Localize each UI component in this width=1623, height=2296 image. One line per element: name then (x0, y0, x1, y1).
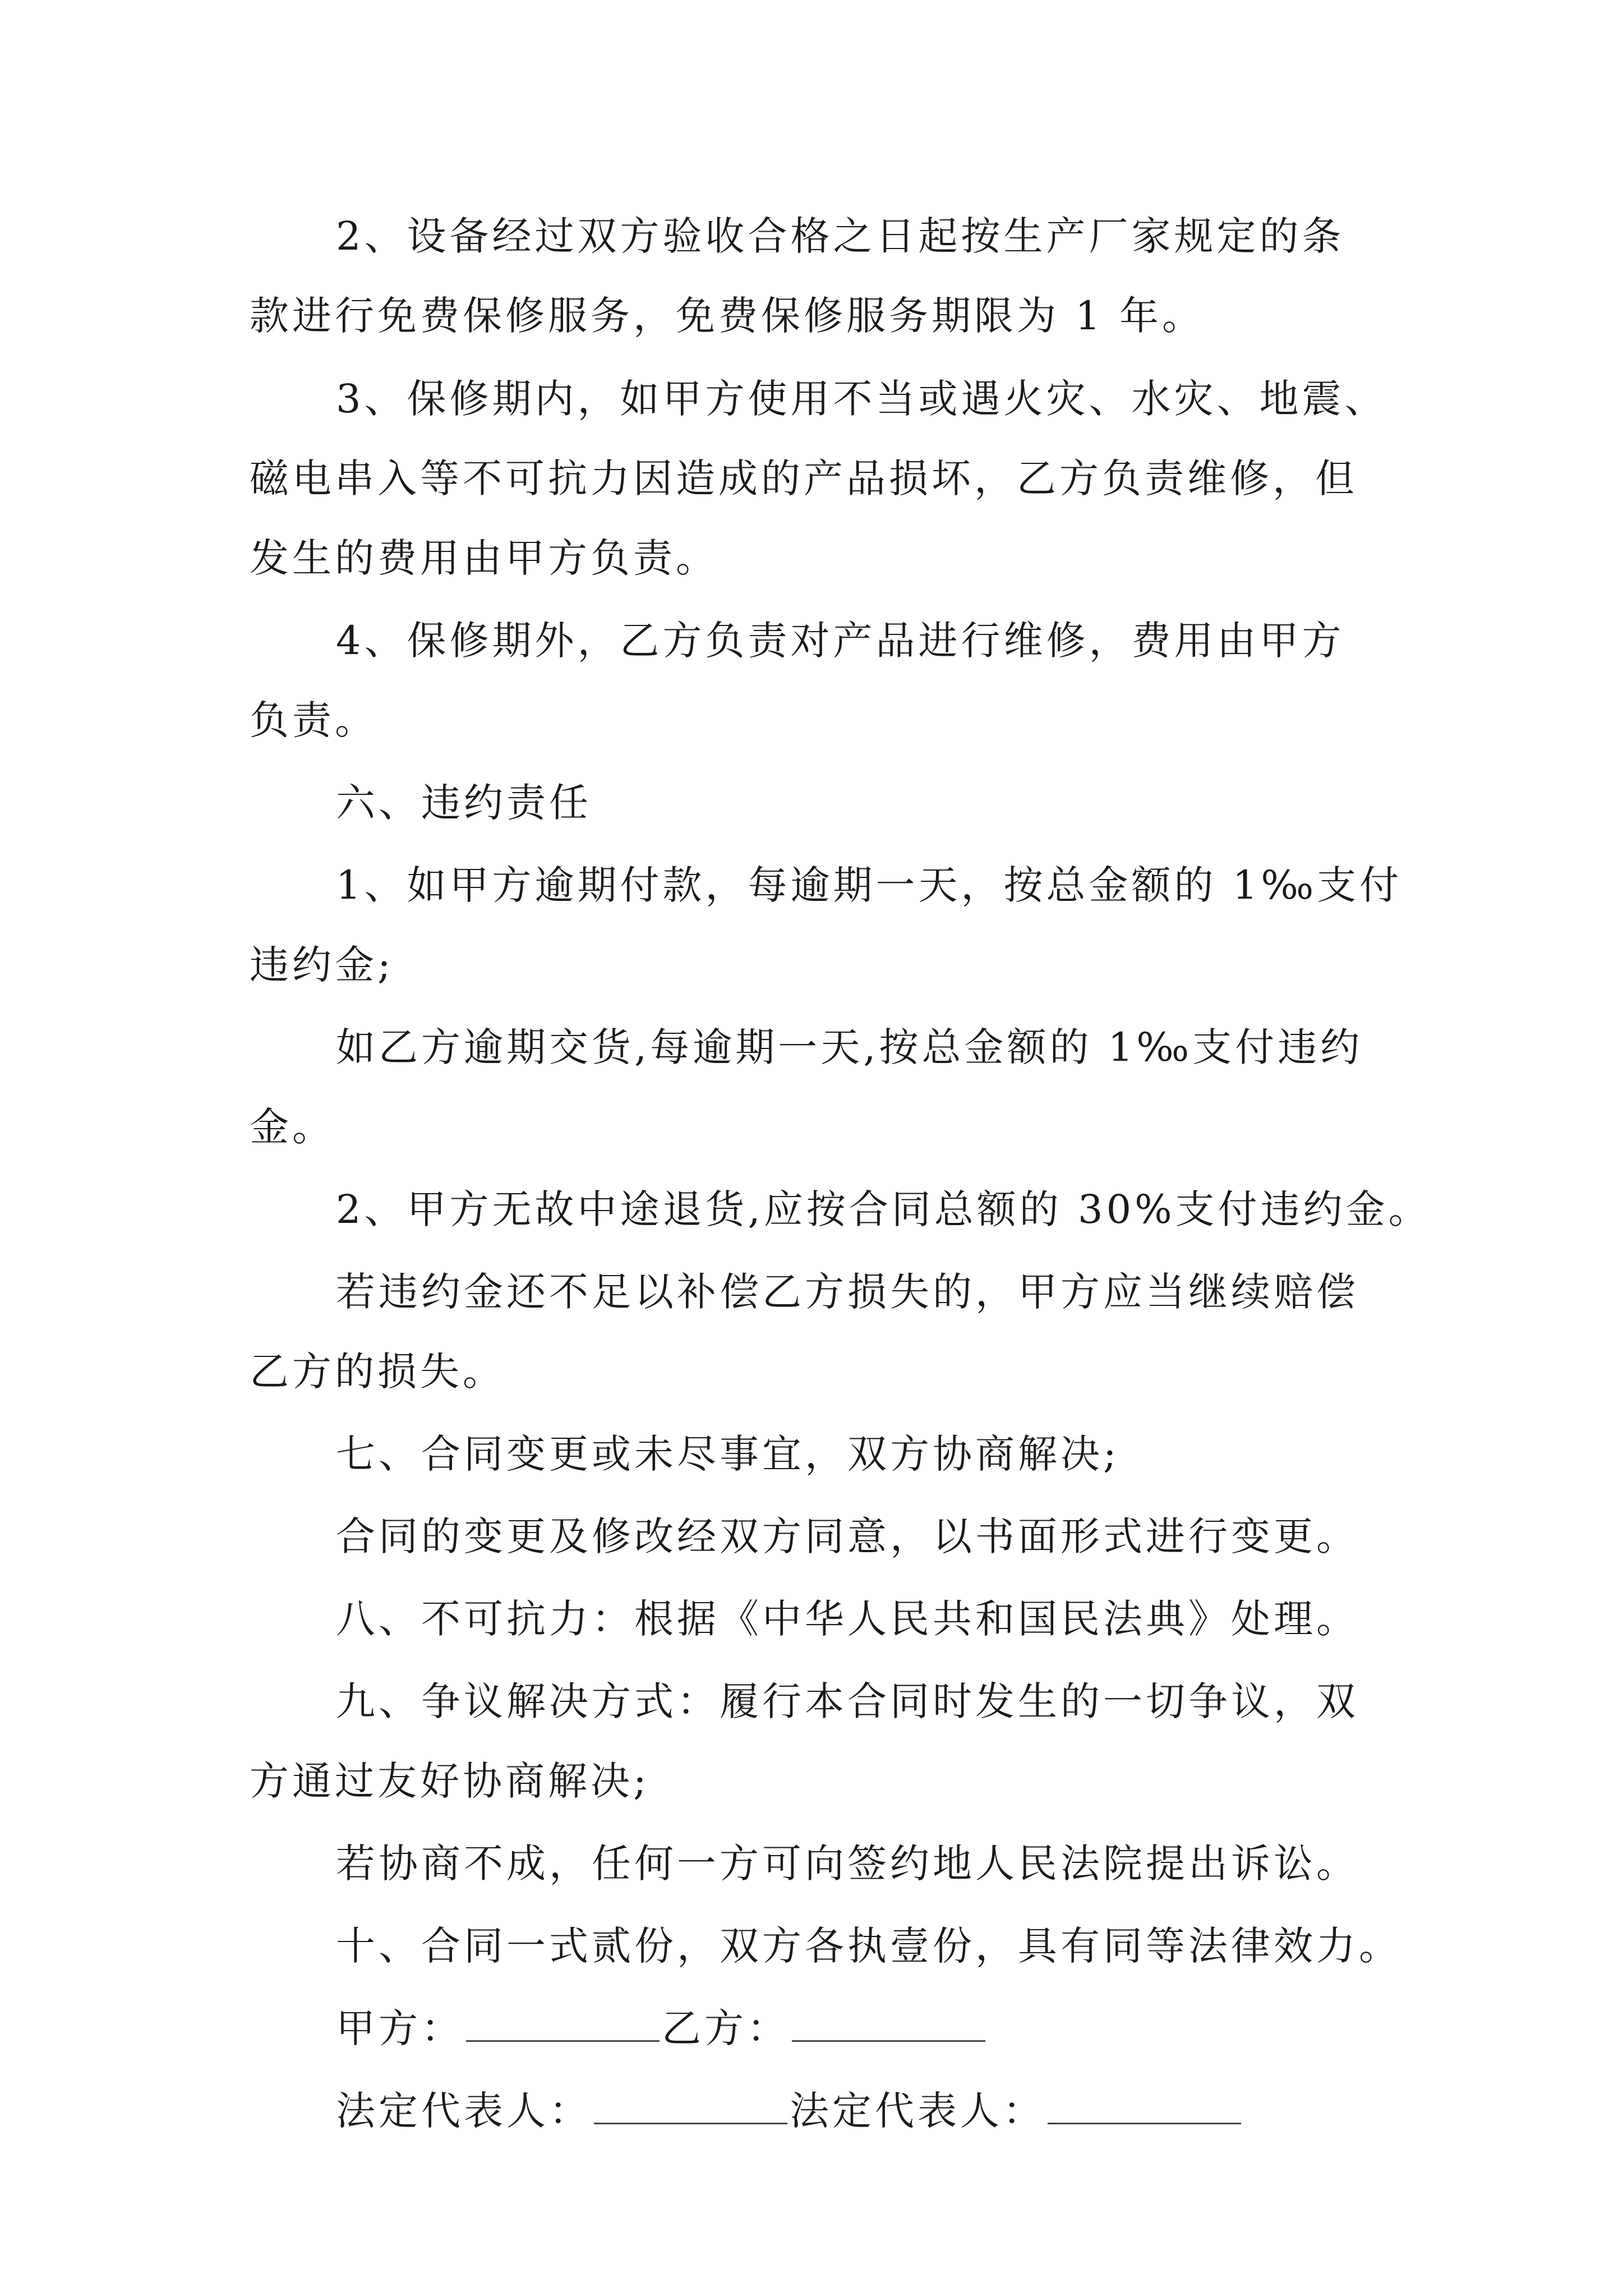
section-heading: 八、不可抗力：根据《中华人民共和国民法典》处理。 (336, 1596, 1359, 1642)
paragraph-line: 款进行免费保修服务，免费保修服务期限为 1 年。 (250, 293, 1205, 339)
paragraph-line: 乙方的损失。 (250, 1349, 505, 1395)
paragraph-line: 负责。 (250, 697, 377, 743)
paragraph-line: 2、甲方无故中途退货,应按合同总额的 30%支付违约金。 (336, 1186, 1431, 1232)
rep-a-label: 法定代表人： (336, 2088, 592, 2134)
party-b-label: 乙方： (662, 2005, 790, 2051)
section-heading: 六、违约责任 (336, 780, 592, 826)
signature-row-parties (336, 1989, 988, 2068)
rep-b-blank-line (1048, 2089, 1241, 2124)
paragraph-line: 发生的费用由甲方负责。 (250, 535, 718, 581)
paragraph-line: 3、保修期内，如甲方使用不当或遇火灾、水灾、地震、 (336, 376, 1387, 422)
paragraph-line: 磁电串入等不可抗力因造成的产品损坏，乙方负责维修，但 (250, 455, 1358, 501)
party-a-blank-line (466, 2007, 660, 2042)
section-heading: 九、争议解决方式：履行本合同时发生的一切争议，双 (336, 1678, 1359, 1724)
rep-a-blank-line (594, 2089, 787, 2124)
section-heading: 十、合同一式贰份，双方各执壹份，具有同等法律效力。 (336, 1923, 1401, 1969)
paragraph-line: 如乙方逾期交货,每逾期一天,按总金额的 1‰支付违约 (336, 1024, 1363, 1070)
paragraph-line: 金。 (250, 1104, 335, 1150)
rep-b-label: 法定代表人： (790, 2088, 1045, 2134)
paragraph-line: 4、保修期外，乙方负责对产品进行维修，费用由甲方 (336, 618, 1345, 664)
paragraph-line: 方通过友好协商解决; (250, 1758, 650, 1804)
section-heading: 七、合同变更或未尽事宜，双方协商解决; (336, 1431, 1120, 1477)
party-b-blank-line (792, 2007, 985, 2042)
paragraph-line: 若违约金还不足以补偿乙方损失的，甲方应当继续赔偿 (336, 1269, 1359, 1315)
party-a-label: 甲方： (336, 2005, 464, 2051)
paragraph-line: 违约金; (250, 942, 394, 988)
paragraph-line: 1、如甲方逾期付款，每逾期一天，按总金额的 1‰支付 (336, 862, 1403, 908)
paragraph-line: 2、设备经过双方验收合格之日起按生产厂家规定的条 (336, 213, 1345, 259)
signature-row-representatives (336, 2071, 1243, 2151)
paragraph-line: 若协商不成，任何一方可向签约地人民法院提出诉讼。 (336, 1841, 1359, 1887)
paragraph-line: 合同的变更及修改经双方同意，以书面形式进行变更。 (336, 1513, 1359, 1559)
